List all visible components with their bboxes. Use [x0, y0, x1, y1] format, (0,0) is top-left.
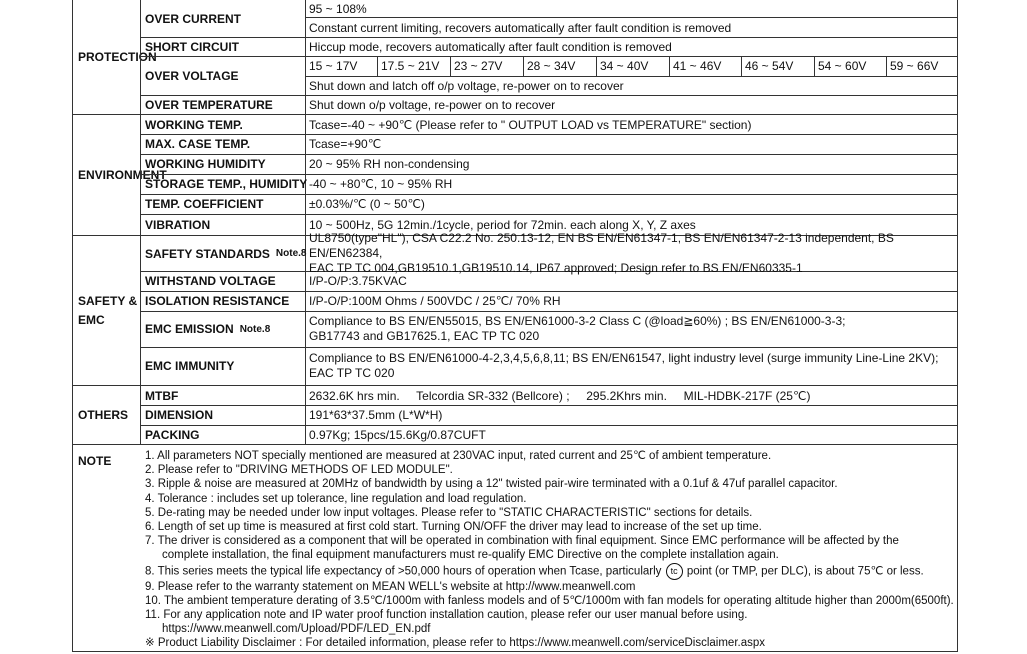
section-safety-emc [73, 236, 140, 385]
safety-standards-line: EAC TP TC 004,GB19510.1,GB19510.14, IP67 approved; Design refer to BS EN/EN60335-1 [309, 261, 803, 275]
over-voltage-range: 34 ~ 40V [600, 59, 649, 73]
note-item: 2. Please refer to "DRIVING METHODS OF LED MODULE". [145, 464, 453, 477]
value-packing: 0.97Kg; 15pcs/15.6Kg/0.87CUFT [309, 427, 486, 442]
value-temp-coefficient: ±0.03%/℃ (0 ~ 50℃) [309, 197, 425, 211]
note-8-text-cont: point (or TMP, per DLC), is about 75℃ or less. [686, 565, 924, 578]
emc-emission-line: Compliance to BS EN/EN55015, BS EN/EN61000-3-2 Class C (@load≧60%) ; BS EN/EN61000-3-3; [309, 314, 846, 328]
label-mtbf: MTBF [145, 388, 179, 403]
value-storage-temp: -40 ~ +80℃, 10 ~ 95% RH [309, 177, 453, 191]
note-8-text: 8. This series meets the typical life expectancy of >50,000 hours of operation when Tcase, particularly [145, 565, 662, 578]
emc-immunity-line: Compliance to BS EN/EN61000-4-2,3,4,5,6,8,11; BS EN/EN61547, light industry level (surge immunity Line-Line 2KV); [309, 351, 939, 365]
emc-emission-text: EMC EMISSION [145, 322, 234, 336]
label-storage-temp: STORAGE TEMP., HUMIDITY [145, 177, 308, 191]
note-item: 4. Tolerance : includes set up tolerance, line regulation and load regulation. [145, 492, 527, 505]
value-withstand-voltage: I/P-O/P:3.75KVAC [309, 274, 407, 288]
notes-list [145, 449, 954, 651]
label-safety-standards [145, 236, 305, 271]
value-emc-immunity [309, 347, 955, 385]
label-over-voltage: OVER VOLTAGE [145, 68, 239, 83]
note-item: 5. De-rating may be needed under low input voltages. Please refer to "STATIC CHARACTERISTIC" sections for details. [145, 506, 753, 519]
value-working-temp: Tcase=-40 ~ +90℃ (Please refer to " OUTPUT LOAD vs TEMPERATURE" section) [309, 117, 752, 132]
value-dimension: 191*63*37.5mm (L*W*H) [309, 408, 443, 422]
note-item: 3. Ripple & noise are measured at 20MHz of bandwidth by using a 12" twisted pair-wire terminated with a 0.1uf & 47uf parallel capacitor. [145, 478, 838, 491]
emc-immunity-line: EAC TP TC 020 [309, 366, 395, 380]
value-short-circuit: Hiccup mode, recovers automatically after fault condition is removed [309, 39, 672, 54]
section-safety-line2: EMC [78, 312, 105, 327]
over-voltage-range: 15 ~ 17V [309, 59, 358, 73]
label-temp-coefficient: TEMP. COEFFICIENT [145, 197, 264, 211]
section-safety-line1: SAFETY & [78, 293, 138, 308]
safety-standards-line: UL8750(type"HL"), CSA C22.2 No. 250.13-12, EN BS EN/EN61347-1, BS EN/EN61347-2-13 independent, BS EN/EN62384, [309, 231, 894, 260]
label-over-current: OVER CURRENT [145, 11, 242, 26]
label-short-circuit: SHORT CIRCUIT [145, 39, 239, 54]
value-over-temperature: Shut down o/p voltage, re-power on to recover [309, 97, 556, 112]
section-environment: ENVIRONMENT [78, 167, 167, 182]
emc-emission-line: GB17743 and GB17625.1, EAC TP TC 020 [309, 329, 540, 343]
section-protection: PROTECTION [78, 49, 157, 64]
value-over-current-mode: Constant current limiting, recovers automatically after fault condition is removed [309, 20, 732, 35]
note-item [145, 563, 945, 580]
value-mtbf: 2632.6K hrs min. Telcordia SR-332 (Bellcore) ; 295.2Khrs min. MIL-HDBK-217F (25℃) [309, 388, 811, 403]
spec-sheet [72, 0, 958, 652]
label-working-humidity: WORKING HUMIDITY [145, 157, 266, 171]
note-item: 11. For any application note and IP water proof function installation caution, please refer our user manual before using. [145, 609, 748, 622]
over-voltage-range: 28 ~ 34V [527, 59, 576, 73]
label-emc-emission [145, 311, 305, 347]
label-dimension: DIMENSION [145, 408, 214, 422]
label-withstand-voltage: WITHSTAND VOLTAGE [145, 274, 276, 288]
note-item: 1. All parameters NOT specially mentioned are measured at 230VAC input, rated current and 25℃ of ambient temperature. [145, 450, 772, 462]
value-working-humidity: 20 ~ 95% RH non-condensing [309, 157, 470, 171]
note-item: 7. The driver is considered as a component that will be operated in combination with final equipment. Since EMC performance will be affected by the [145, 535, 899, 548]
divider [73, 444, 957, 445]
emc-emission-note: Note.8 [239, 323, 271, 335]
value-over-current-range: 95 ~ 108% [309, 1, 367, 16]
safety-standards-note: Note.8 [275, 248, 307, 259]
over-voltage-range: 17.5 ~ 21V [381, 59, 440, 73]
label-over-temperature: OVER TEMPERATURE [145, 97, 273, 112]
product-liability-disclaimer: ※ Product Liability Disclaimer : For detailed information, please refer to https://www.meanwell.com/serviceDisclaimer.aspx [145, 637, 766, 650]
over-voltage-range: 46 ~ 54V [745, 59, 794, 73]
divider [140, 0, 141, 445]
label-max-case-temp: MAX. CASE TEMP. [145, 137, 251, 151]
value-vibration: 10 ~ 500Hz, 5G 12min./1cycle, period for 72min. each along X, Y, Z axes [309, 217, 696, 232]
label-emc-immunity: EMC IMMUNITY [145, 359, 235, 373]
label-isolation-resistance: ISOLATION RESISTANCE [145, 294, 290, 308]
value-emc-emission [309, 311, 955, 347]
section-others: OTHERS [78, 407, 129, 422]
note-item: 9. Please refer to the warranty statement on MEAN WELL's website at http://www.meanwell.com [145, 580, 636, 593]
note-item: 6. Length of set up time is measured at first cold start. Turning ON/OFF the driver may lead to increase of the set up time. [145, 521, 762, 534]
value-isolation-resistance: I/P-O/P:100M Ohms / 500VDC / 25℃/ 70% RH [309, 294, 561, 308]
section-note: NOTE [78, 453, 112, 468]
value-safety-standards [309, 231, 955, 275]
over-voltage-range: 59 ~ 66V [890, 59, 939, 73]
note-url-link[interactable]: https://www.meanwell.com/Upload/PDF/LED_EN.pdf [162, 623, 431, 636]
label-working-temp: WORKING TEMP. [145, 117, 243, 132]
tc-point-icon: tc [666, 563, 683, 580]
safety-standards-text: SAFETY STANDARDS [145, 246, 270, 261]
value-max-case-temp: Tcase=+90℃ [309, 137, 382, 151]
label-vibration: VIBRATION [145, 217, 211, 232]
label-packing: PACKING [145, 427, 200, 442]
over-voltage-range: 54 ~ 60V [818, 59, 867, 73]
over-voltage-range: 41 ~ 46V [673, 59, 722, 73]
note-item-continued: complete installation, the final equipment manufacturers must re-qualify EMC Directive on the complete installation again. [162, 549, 779, 562]
value-over-voltage-action: Shut down and latch off o/p voltage, re-power on to recover [309, 79, 624, 93]
over-voltage-range: 23 ~ 27V [454, 59, 503, 73]
note-item: 10. The ambient temperature derating of 3.5℃/1000m with fanless models and of 5℃/1000m with fan models for operating altitude higher than 2000m(6500ft). [145, 594, 954, 607]
